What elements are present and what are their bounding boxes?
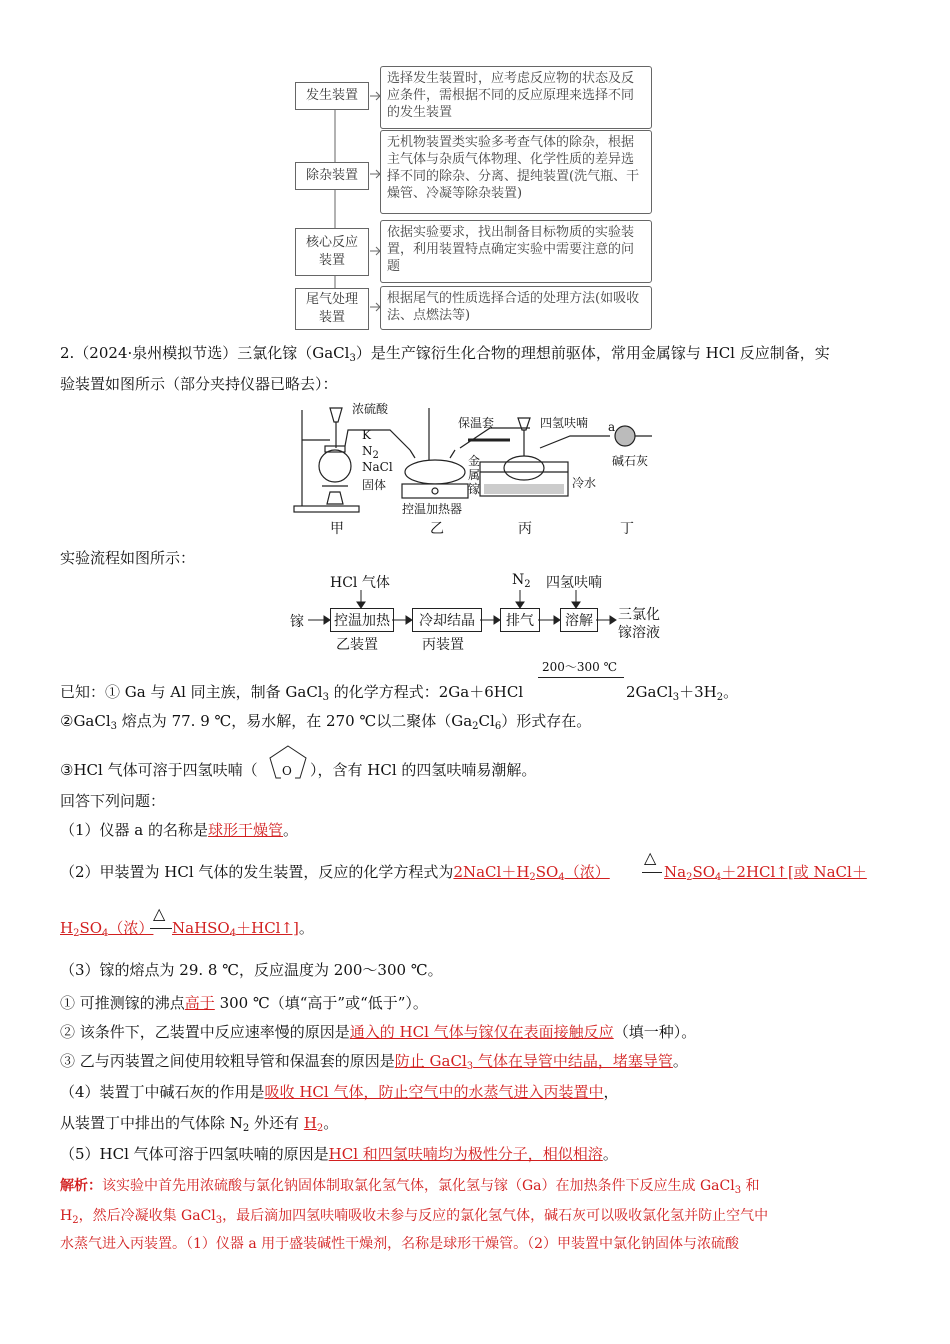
subscript: 3 [734,1185,742,1196]
text: 2NaCl＋H [453,863,530,881]
reaction-line [642,872,662,873]
text: ② 该条件下，乙装置中反应速率慢的原因是 [60,1023,350,1041]
text: H [303,1114,317,1132]
label-soda-lime: 碱石灰 [612,454,649,468]
text: ，最后滴加四氢呋喃吸收未参与反应的氯化氢气体，碱石灰可以吸收氯化氢并防止空气中 [222,1208,769,1224]
process-thf: 四氢呋喃 [546,575,602,591]
flow-label-core-reaction [295,228,369,276]
q3-2 [60,1022,696,1042]
q4-1 [60,1082,618,1102]
analysis-line-2 [60,1206,768,1226]
q3-intro: （3）镓的熔点为 29. 8 ℃，反应温度为 200～300 ℃。 [60,961,443,979]
text: H [60,919,74,937]
flow-desc-text: 选择发生装置时，应考虑反应物的状态及反应条件，需根据不同的反应原理来选择不同的发生装置 [387,71,635,120]
flow-desc-tail-gas [380,286,652,330]
label-heater: 控温加热器 [402,502,463,516]
flow-label-generation [295,82,369,110]
flow-label-text: 核心反应 [305,235,358,250]
text: ＋2HCl↑[或 NaCl＋ [721,863,867,881]
text: （浓） [108,919,154,937]
process-n2 [512,572,531,588]
process-title: 实验流程如图所示： [60,549,196,567]
text: N [362,444,373,458]
text: 。 [672,1052,688,1070]
text: 该实验中首先用浓硫酸与氯化钠固体制取氯化氢气体，氯化氢与镓（Ga）在加热条件下反应生成 GaCl [102,1178,735,1194]
label-cold-water: 冷水 [572,476,597,490]
answer-prompt: 回答下列问题： [60,792,166,810]
text: ）是生产镓衍生化合物的理想前驱体，常用金属镓与 HCl 反应制备，实 [355,344,830,362]
known-3 [60,740,900,784]
answer [304,1114,323,1132]
text: ）形式存在。 [501,712,592,730]
analysis-line-3: 水蒸气进入丙装置。（1）仪器 a 用于盛装碱性干燥剂，名称是球形干燥管。（2）甲装置中氯化钠固体与浓硫酸 [60,1236,740,1252]
label-nacl: NaCl [362,460,393,474]
subscript: 4 [229,928,237,939]
text: 已知：① Ga 与 Al 同主族，制备 GaCl [60,683,323,701]
text: （4）装置丁中碱石灰的作用是 [60,1083,265,1101]
subscript: 3 [215,1215,223,1226]
subscript: 2 [529,872,536,883]
flow-label-text: 装置 [318,253,345,268]
process-product: 镓溶液 [618,625,660,641]
text: 2GaCl [626,683,673,701]
subscript: 3 [349,353,356,364]
known-1-text [60,682,523,702]
text: ① 可推测镓的沸点 [60,994,185,1012]
subscript: 2 [372,450,379,461]
process-under-yi: 乙装置 [336,637,378,653]
answer: 球形干燥管 [208,821,284,839]
label-gallium: 镓 [468,482,481,496]
process-hcl-gas: HCl 气体 [330,575,390,591]
process-box-purge: 排气 [500,608,540,632]
q2-line-2 [60,904,900,940]
apparatus-diagram [290,400,670,540]
reaction-condition: 200～300 ℃ [542,660,618,674]
subscript: 4 [715,872,722,883]
caption-yi: 乙 [430,521,444,537]
known-2 [60,711,591,731]
subscript: 2 [686,872,693,883]
text: 从装置丁中排出的气体除 N [60,1114,243,1132]
reaction-arrow-line [538,677,624,678]
q3-3 [60,1051,688,1071]
subscript: 4 [558,872,565,883]
text: 300 ℃（填“高于”或“低于”）。 [214,994,428,1012]
question-intro-line-1 [60,343,830,363]
answer: 通入的 HCl 气体与镓仅在表面接触反应 [349,1023,614,1041]
q1 [60,820,298,840]
answer: 高于 [184,994,215,1012]
flow-label-text: 尾气处理 [305,292,358,307]
flow-desc-generation [380,66,652,129]
delta-symbol: △ [153,904,166,923]
text: Na [664,863,687,881]
subscript: 2 [72,1215,79,1226]
text: ③HCl 气体可溶于四氢呋喃（ [60,761,258,779]
text: 。 [602,1145,618,1163]
answer: HCl 和四氢呋喃均为极性分子，相似相溶 [328,1145,603,1163]
q5 [60,1144,618,1164]
text: Cl [478,712,495,730]
label-n2 [362,444,379,461]
known-1 [60,658,900,704]
subscript: 2 [242,1123,250,1134]
flow-label-text: 发生装置 [305,88,358,103]
caption-bing: 丙 [518,521,532,537]
subscript: 2 [716,692,724,703]
subscript: 2 [73,928,80,939]
label-k: K [362,428,371,442]
process-box-crystallize: 冷却结晶 [412,608,482,632]
text: （5）HCl 气体可溶于四氢呋喃的原因是 [60,1145,329,1163]
process-box-dissolve: 溶解 [560,608,598,632]
flow-desc-text: 根据尾气的性质选择合适的处理方法(如吸收法、点燃法等) [387,291,640,323]
process-start: 镓 [290,614,304,630]
q2-text-2 [60,918,153,938]
text: 熔点为 77. 9 ℃，易水解，在 270 ℃以二聚体（Ga [117,712,473,730]
text: 的化学方程式：2Ga＋6HCl [328,683,524,701]
text: ＋HCl↑] [236,919,299,937]
text: SO [535,863,559,881]
text: ， [603,1083,619,1101]
q2-products-2 [172,918,314,938]
text: 。 [283,821,299,839]
caption-jia: 甲 [330,521,344,537]
label-conc-h2so4: 浓硫酸 [352,402,389,416]
text: N [512,572,525,588]
text: （2）甲装置为 HCl 气体的发生装置，反应的化学方程式为 [60,863,454,881]
text: ），含有 HCl 的四氢呋喃易潮解。 [310,761,537,779]
q4-2 [60,1113,338,1133]
q3-1 [60,993,428,1013]
analysis-label: 解析： [60,1178,102,1194]
caption-ding: 丁 [620,521,634,537]
text: 。 [323,1114,339,1132]
text: （填一种）。 [613,1023,697,1041]
subscript: 3 [672,692,680,703]
label-a: a [608,420,616,434]
analysis-line-1 [60,1176,760,1196]
text: （浓） [564,863,610,881]
text: NaHSO [172,919,230,937]
flow-desc-text: 依据实验要求，找出制备目标物质的实验装置，利用装置特点确定实验中需要注意的问题 [387,225,635,274]
flow-desc-text: 无机物装置类实验多考查气体的除杂，根据主气体与杂质气体物理、化学性质的差异选择不同的除杂、分离、提纯装置(洗气瓶、干燥管、冷凝等除杂装置) [387,135,640,201]
subscript: 2 [472,721,479,732]
q2-text [60,862,610,882]
flow-label-tail-gas [295,288,369,330]
process-product: 三氯化 [618,607,660,623]
label-thf: 四氢呋喃 [540,416,589,430]
label-metal: 金 [468,454,481,468]
answer [172,919,299,937]
label-solid: 固体 [362,478,387,492]
text: 气体在导管中结晶，堵塞导管 [473,1052,673,1070]
known-1-products [626,682,738,702]
process-under-bing: 丙装置 [422,637,464,653]
text: SO [692,863,716,881]
text: 和 [741,1178,760,1194]
q2-products [664,862,867,882]
text: （1）仪器 a 的名称是 [60,821,209,839]
text: ＋3H [679,683,717,701]
answer [395,1052,673,1070]
text: 。 [298,919,314,937]
text: 2.（2024·泉州模拟节选）三氯化镓（GaCl [60,344,350,362]
subscript: 2 [524,579,531,590]
text: ③ 乙与丙装置之间使用较粗导管和保温套的原因是 [60,1052,395,1070]
label-metal: 属 [468,468,481,482]
thf-oxygen: O [282,764,292,778]
flow-label-purification [295,162,369,190]
subscript: 3 [466,1061,474,1072]
process-box-heating: 控温加热 [330,608,394,632]
text: 防止 GaCl [394,1052,467,1070]
delta-symbol: △ [644,848,657,867]
q2-line-1 [60,848,900,884]
subscript: 3 [322,692,329,703]
subscript: 3 [110,721,118,732]
text: ②GaCl [60,712,111,730]
text: H [60,1208,73,1224]
subscript: 4 [102,928,109,939]
reaction-line [150,928,172,929]
process-flow [280,570,680,652]
label-insulation: 保温套 [458,416,495,430]
flow-label-text: 装置 [318,310,345,325]
answer [664,863,867,881]
flow-label-text: 除杂装置 [305,168,358,183]
text: 外还有 [249,1114,304,1132]
text: SO [79,919,103,937]
answer: 吸收 HCl 气体，防止空气中的水蒸气进入丙装置中 [264,1083,604,1101]
subscript: 6 [494,721,502,732]
answer [453,863,609,881]
flow-desc-purification [380,130,652,214]
text: ，然后冷凝收集 GaCl [78,1208,216,1224]
answer [60,919,153,937]
flow-desc-core-reaction [380,220,652,283]
question-intro-line-2: 验装置如图所示（部分夹持仪器已略去）： [60,375,338,393]
text: 。 [723,683,739,701]
subscript: 2 [316,1123,324,1134]
